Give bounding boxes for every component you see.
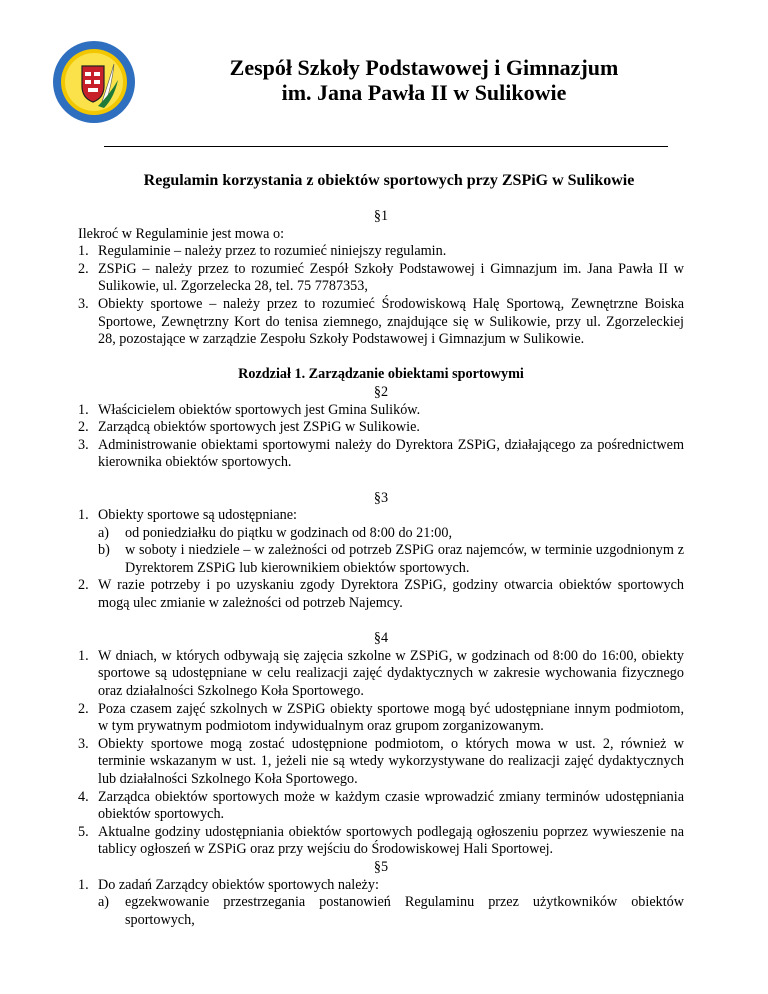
section-5-heading: §5	[373, 858, 389, 875]
list-number: 5.	[78, 823, 89, 840]
list-number: 3.	[78, 735, 89, 752]
section-1-intro: Ilekroć w Regulaminie jest mowa o:	[78, 225, 285, 242]
section-1-list	[78, 243, 684, 349]
list-item	[78, 437, 684, 472]
list-item-text: Zarządcą obiektów sportowych jest ZSPiG w Sulikowie.	[98, 419, 420, 436]
section-1-heading: §1	[373, 208, 389, 224]
school-logo-emblem	[52, 40, 136, 124]
sublist-letter: a)	[98, 894, 110, 911]
sublist-letter: a)	[98, 524, 110, 541]
list-number: 1.	[78, 876, 89, 893]
list-item-text: Poza czasem zajęć szkolnych w ZSPiG obiekty sportowe mogą być udostępniane innym podmiotom, w tym prywatnym podmiotom indywidualnym oraz grupom zorganizowanym.	[98, 700, 684, 735]
section-3-sublist	[98, 525, 684, 578]
list-item-text: Właścicielem obiektów sportowych jest Gmina Sulików.	[98, 401, 421, 418]
list-number: 2.	[78, 419, 89, 436]
school-name-line-2: im. Jana Pawła II w Sulikowie	[281, 80, 567, 105]
list-number: 1.	[78, 401, 89, 418]
list-item-text: ZSPiG – należy przez to rozumieć Zespół Szkoły Podstawowej i Gimnazjum im. Jana Pawła II w Sulikowie, ul. Zgorzelecka 28, tel. 75 7787353,	[98, 260, 684, 295]
list-item-text: Obiekty sportowe mogą zostać udostępnione podmiotom, o których mowa w ust. 2, również w terminie wskazanym w ust. 1, jeżeli nie są wtedy wykorzystywane do realizacji zajęć dydaktycznych lub działalności Szkolnego Koła Sportowego.	[98, 735, 684, 787]
header-divider	[104, 146, 668, 147]
sublist-item-text: od poniedziałku do piątku w godzinach od 8:00 do 21:00,	[125, 524, 453, 541]
list-item	[78, 877, 684, 930]
section-2-heading: §2	[373, 383, 389, 400]
school-name-line-1: Zespół Szkoły Podstawowej i Gimnazjum	[229, 55, 619, 80]
document-body	[78, 208, 684, 929]
section-4-heading: §4	[373, 630, 389, 647]
list-item-text: Regulaminie – należy przez to rozumieć niniejszy regulamin.	[98, 243, 447, 260]
list-item	[78, 577, 684, 612]
section-3-heading: §3	[373, 489, 389, 506]
section-3-list	[78, 507, 684, 613]
list-item	[78, 824, 684, 859]
list-number: 2.	[78, 260, 89, 277]
document-title: Regulamin korzystania z obiektów sportowych przy ZSPiG w Sulikowie	[143, 172, 635, 189]
list-item	[78, 296, 684, 349]
list-item	[78, 243, 684, 261]
list-item-text: Obiekty sportowe są udostępniane:	[98, 507, 297, 524]
list-number: 3.	[78, 436, 89, 453]
chapter-1-heading: Rozdział 1. Zarządzanie obiektami sportowymi	[238, 366, 524, 383]
list-number: 1.	[78, 243, 89, 260]
list-item-text: Zarządca obiektów sportowych może w każdym czasie wprowadzić zmiany terminów udostępniania obiektów sportowych.	[98, 788, 684, 823]
sublist-item	[98, 542, 684, 577]
list-number: 3.	[78, 295, 89, 312]
sublist-item-text: egzekwowanie przestrzegania postanowień Regulaminu przez użytkowników obiektów sportowych,	[125, 894, 684, 928]
list-item	[78, 648, 684, 701]
list-number: 2.	[78, 577, 89, 594]
sublist-item	[98, 525, 684, 543]
list-item-text: W dniach, w których odbywają się zajęcia szkolne w ZSPiG, w godzinach od 8:00 do 16:00, obiekty sportowe są udostępniane w celu realizacji zajęć dydaktycznych w zakresie wychowania fizycznego oraz działalności Szkolnego Koła Sportowego.	[98, 647, 684, 700]
list-item	[78, 736, 684, 789]
list-item-text: Administrowanie obiektami sportowymi należy do Dyrektora ZSPiG, działającego za pośrednictwem kierownika obiektów sportowych.	[98, 436, 684, 471]
sublist-letter: b)	[98, 542, 110, 559]
list-item	[78, 419, 684, 437]
list-number: 1.	[78, 647, 89, 664]
sublist-item	[98, 894, 684, 929]
list-item	[78, 789, 684, 824]
list-number: 2.	[78, 700, 89, 717]
list-item-text: Do zadań Zarządcy obiektów sportowych należy:	[98, 876, 379, 893]
section-5-sublist	[98, 894, 684, 929]
list-item	[78, 261, 684, 296]
list-item-text: Aktualne godziny udostępniania obiektów sportowych podlegają ogłoszeniu poprzez wywieszenie na tablicy ogłoszeń w ZSPiG oraz przy wejściu do Środowiskowej Hali Sportowej.	[98, 823, 684, 858]
section-2-list	[78, 402, 684, 472]
list-number: 1.	[78, 507, 89, 524]
list-item	[78, 402, 684, 420]
list-item	[78, 507, 684, 577]
list-item-text: W razie potrzeby i po uzyskaniu zgody Dyrektora ZSPiG, godziny otwarcia obiektów sportowych mogą ulec zmianie w zależności od potrzeb Najemcy.	[98, 577, 684, 612]
list-number: 4.	[78, 788, 89, 805]
section-4-list	[78, 648, 684, 859]
school-name-heading	[140, 55, 708, 105]
list-item	[78, 701, 684, 736]
list-item-text: Obiekty sportowe – należy przez to rozumieć Środowiskową Halę Sportową, Zewnętrzne Boiska Sportowe, Zewnętrzny Kort do tenisa ziemnego, znajdujące się w Sulikowie, przy ul. Zgorzeleckiej 28, pozostające w zarządzie Zespołu Szkoły Podstawowej i Gimnazjum w Sulikowie.	[98, 295, 684, 348]
section-5-list	[78, 877, 684, 930]
sublist-item-text: w soboty i niedziele – w zależności od potrzeb ZSPiG oraz najemców, w terminie uzgodnionym z Dyrektorem ZSPiG lub kierownikiem obiektów sportowych.	[125, 542, 684, 576]
